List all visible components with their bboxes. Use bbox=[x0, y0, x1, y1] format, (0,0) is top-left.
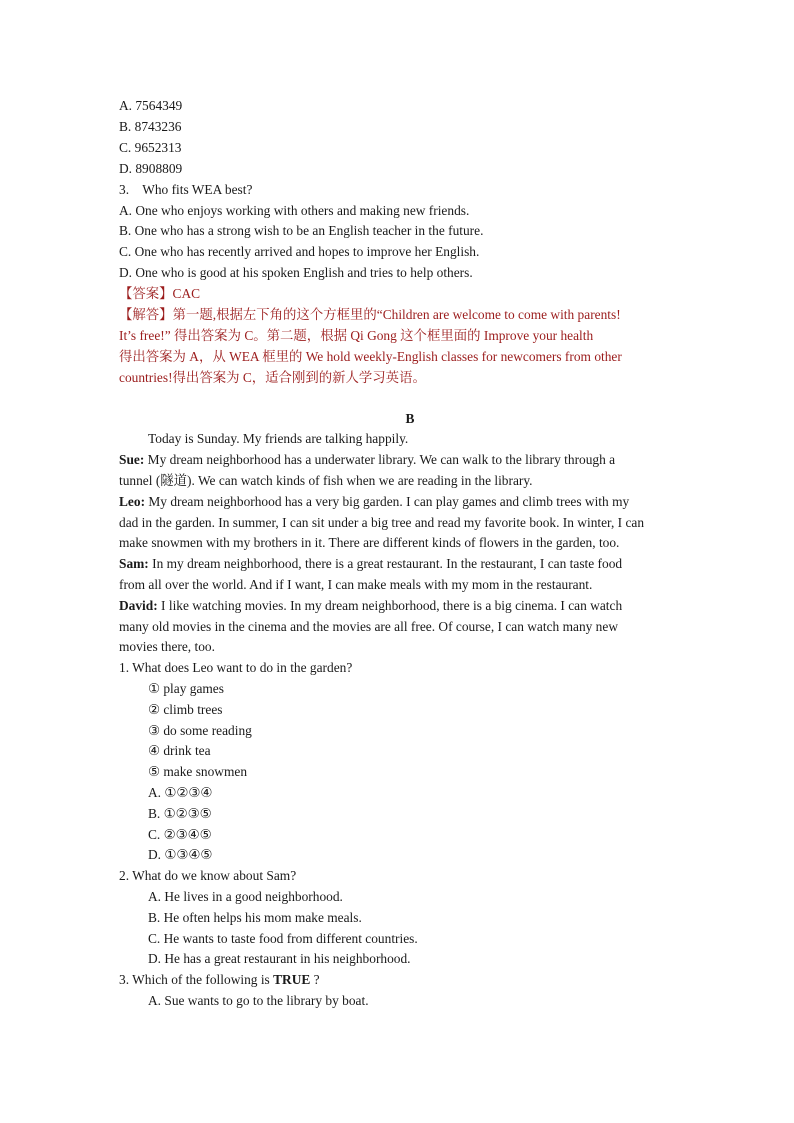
b-q1-item-5: ⑤ make snowmen bbox=[148, 764, 248, 779]
leo-line-1 bbox=[119, 493, 629, 511]
b-q1-option-b: B. ①②③⑤ bbox=[148, 806, 212, 821]
b-q3-option-a: A. Sue wants to go to the library by boat. bbox=[148, 993, 369, 1008]
b-q2-option-c: C. He wants to taste food from different countries. bbox=[148, 931, 418, 946]
explanation-line-4: countries!得出答案为 C，适合刚到的新人学习英语。 bbox=[119, 370, 426, 385]
b-q2-question: 2. What do we know about Sam? bbox=[119, 868, 297, 883]
b-q3-suffix: ? bbox=[310, 972, 320, 987]
q3-question: 3. Who fits WEA best? bbox=[119, 182, 253, 197]
explanation-line-1: 【解答】第一题,根据左下角的这个方框里的“Children are welcome to come with parents! bbox=[119, 307, 621, 322]
q2-option-a: A. 7564349 bbox=[119, 98, 183, 113]
b-q3-prefix: 3. Which of the following is bbox=[119, 972, 274, 987]
b-q3-emphasis: TRUE bbox=[273, 972, 311, 987]
passage-intro: Today is Sunday. My friends are talking happily. bbox=[148, 431, 409, 446]
sam-line-1 bbox=[119, 555, 622, 573]
b-q2-option-d: D. He has a great restaurant in his neighborhood. bbox=[148, 951, 411, 966]
speaker-david: David: bbox=[119, 598, 158, 613]
sam-text-1: In my dream neighborhood, there is a great restaurant. In the restaurant, I can taste food bbox=[148, 556, 623, 571]
b-q1-option-d: D. ①③④⑤ bbox=[148, 847, 213, 862]
sue-text-1: My dream neighborhood has a underwater library. We can walk to the library through a bbox=[144, 452, 616, 467]
b-q1-item-4: ④ drink tea bbox=[148, 743, 211, 758]
b-q1-question: 1. What does Leo want to do in the garden? bbox=[119, 660, 353, 675]
q3-option-c: C. One who has recently arrived and hopes to improve her English. bbox=[119, 244, 480, 259]
leo-line-3: make snowmen with my brothers in it. There are different kinds of flowers in the garden, too. bbox=[119, 535, 620, 550]
david-text-1: I like watching movies. In my dream neighborhood, there is a big cinema. I can watch bbox=[157, 598, 623, 613]
sue-line-1 bbox=[119, 451, 615, 469]
sam-line-2: from all over the world. And if I want, I can make meals with my mom in the restaurant. bbox=[119, 577, 593, 592]
section-b-heading: B bbox=[405, 411, 415, 426]
speaker-sue: Sue: bbox=[119, 452, 145, 467]
b-q2-option-a: A. He lives in a good neighborhood. bbox=[148, 889, 343, 904]
speaker-sam: Sam: bbox=[119, 556, 149, 571]
b-q1-item-3: ③ do some reading bbox=[148, 723, 252, 738]
leo-text-1: My dream neighborhood has a very big garden. I can play games and climb trees with my bbox=[145, 494, 630, 509]
leo-line-2: dad in the garden. In summer, I can sit under a big tree and read my favorite book. In winter, I can bbox=[119, 515, 645, 530]
b-q1-item-2: ② climb trees bbox=[148, 702, 223, 717]
david-line-2: many old movies in the cinema and the movies are all free. Of course, I can watch many new bbox=[119, 619, 618, 634]
q3-option-a: A. One who enjoys working with others and making new friends. bbox=[119, 203, 470, 218]
q3-option-b: B. One who has a strong wish to be an English teacher in the future. bbox=[119, 223, 484, 238]
b-q1-option-c: C. ②③④⑤ bbox=[148, 827, 212, 842]
b-q2-option-b: B. He often helps his mom make meals. bbox=[148, 910, 362, 925]
david-line-3: movies there, too. bbox=[119, 639, 215, 654]
speaker-leo: Leo: bbox=[119, 494, 146, 509]
b-q1-option-a: A. ①②③④ bbox=[148, 785, 213, 800]
b-q3-question bbox=[119, 971, 320, 989]
q2-option-c: C. 9652313 bbox=[119, 140, 182, 155]
q2-option-d: D. 8908809 bbox=[119, 161, 183, 176]
explanation-line-3: 得出答案为 A，从 WEA 框里的 We hold weekly-English classes for newcomers from other bbox=[119, 349, 622, 364]
b-q1-item-1: ① play games bbox=[148, 681, 224, 696]
q2-option-b: B. 8743236 bbox=[119, 119, 182, 134]
sue-line-2: tunnel (隧道). We can watch kinds of fish when we are reading in the library. bbox=[119, 473, 533, 488]
explanation-line-2: It’s free!” 得出答案为 C。第二题，根据 Qi Gong 这个框里面的 Improve your health bbox=[119, 328, 594, 343]
answer-line: 【答案】CAC bbox=[119, 286, 201, 301]
david-line-1 bbox=[119, 597, 622, 615]
q3-option-d: D. One who is good at his spoken English and tries to help others. bbox=[119, 265, 473, 280]
